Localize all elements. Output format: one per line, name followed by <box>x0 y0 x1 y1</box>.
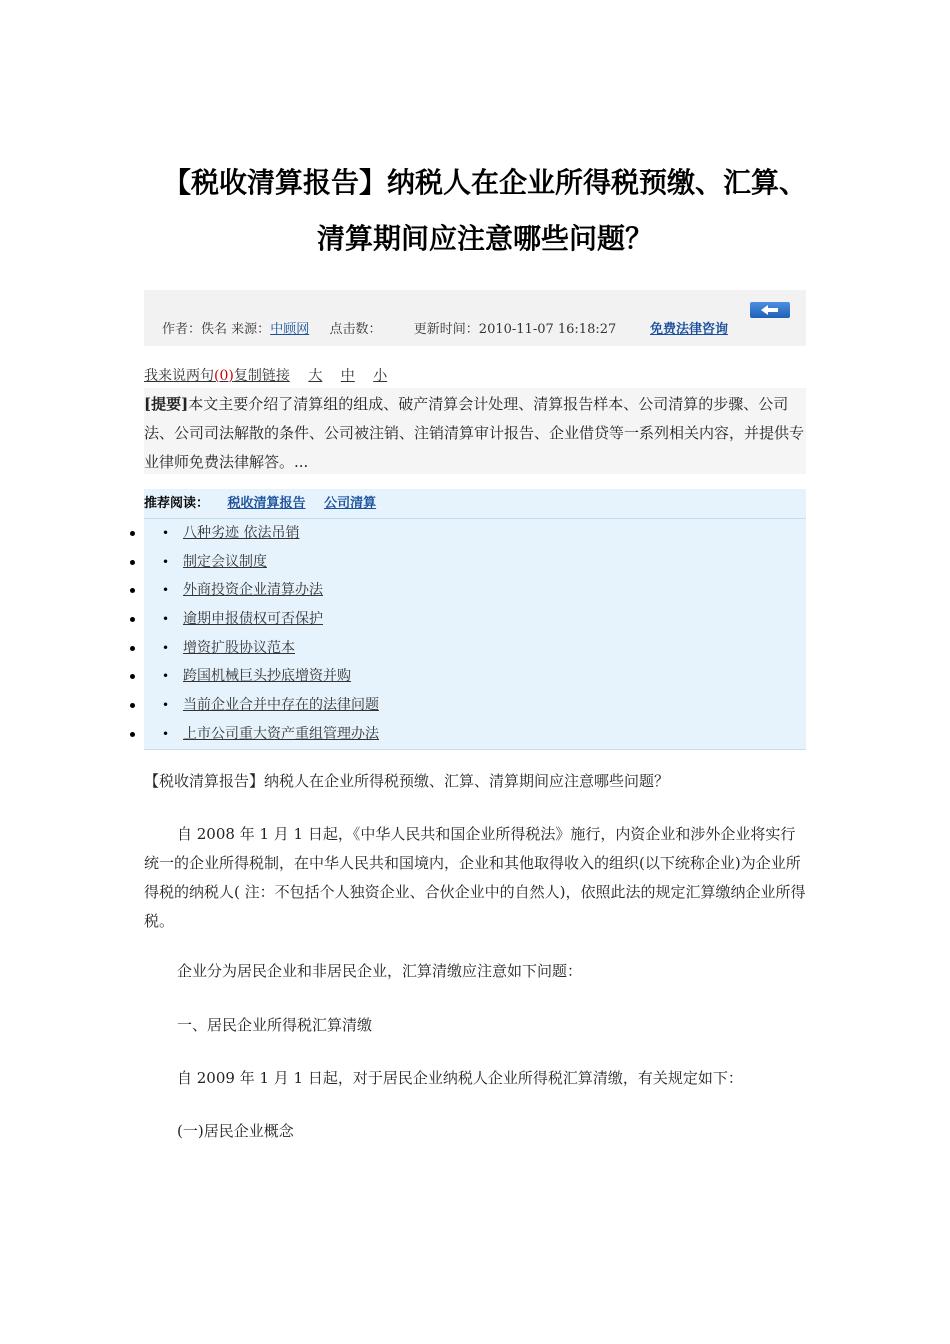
body-paragraph: (一)居民企业概念 <box>177 1122 294 1140</box>
article-meta-bar <box>144 290 806 346</box>
body-paragraph: 一、居民企业所得税汇算清缴 <box>177 1016 373 1034</box>
author-label: 作者： <box>162 322 202 337</box>
recommended-link[interactable]: 当前企业合并中存在的法律问题 <box>183 697 379 714</box>
body-paragraph: 自 2008 年 1 月 1 日起，《中华人民共和国企业所得税法》施行，内资企业和涉外企业将实行统一的企业所得税制，在中华人民共和国境内，企业和其他取得收入的组织(以下统称企业)为企业所得税的纳税人( 注：不包括个人独资企业、合伙企业中的自然人)，依照此法的规定汇算缴纳企业所得税。 <box>144 825 806 930</box>
clicks-label: 点击数： <box>329 322 382 337</box>
article-title <box>150 155 820 267</box>
recommended-link[interactable]: 跨国机械巨头抄底增资并购 <box>183 668 351 685</box>
bullet-icon <box>130 588 135 593</box>
updated-label: 更新时间： <box>413 322 479 337</box>
recommended-keyword[interactable]: 税收清算报告 <box>227 496 306 511</box>
recommended-keyword[interactable]: 公司清算 <box>324 496 377 511</box>
recommended-link[interactable]: 增资扩股协议范本 <box>183 639 295 656</box>
bullet-icon <box>130 732 135 737</box>
bullet-icon <box>130 531 135 536</box>
back-button[interactable] <box>750 302 790 318</box>
bullet-glyph: • <box>162 726 170 741</box>
bullet-glyph: • <box>162 698 170 713</box>
recommended-link[interactable]: 外商投资企业清算办法 <box>183 582 323 599</box>
bullet-icon <box>130 646 135 651</box>
summary-tag: [提要] <box>144 395 189 413</box>
recommended-link[interactable]: 上市公司重大资产重组管理办法 <box>183 725 379 742</box>
comment-count-open: ( <box>214 368 220 384</box>
bullet-icon <box>130 560 135 565</box>
article-tools <box>144 365 387 385</box>
bullet-icon <box>130 617 135 622</box>
bullet-icon <box>130 703 135 708</box>
bullet-glyph: • <box>162 583 170 598</box>
list-item <box>144 634 806 663</box>
recommended-link[interactable]: 八种劣迹 依法吊销 <box>183 525 300 541</box>
comment-count-close: ) <box>228 368 234 384</box>
summary-text: 本文主要介绍了清算组的组成、破产清算会计处理、清算报告样本、公司清算的步骤、公司法、公司司法解散的条件、公司被注销、注销清算审计报告、企业借贷等一系列相关内容，并提供专业律师免费法律解答。... <box>144 395 805 471</box>
recommended-link[interactable]: 制定会议制度 <box>183 553 267 570</box>
title-line-2: 清算期间应注意哪些问题？ <box>316 222 653 255</box>
title-line-1: 【税收清算报告】纳税人在企业所得税预缴、汇算、 <box>162 166 807 199</box>
body-paragraph: 企业分为居民企业和非居民企业，汇算清缴应注意如下问题： <box>177 962 583 980</box>
updated-value: 2010-11-07 16:18:27 <box>478 322 617 337</box>
bullet-icon <box>130 674 135 679</box>
list-item <box>144 576 806 605</box>
author-value: 佚名 <box>201 322 228 337</box>
free-legal-consult-link[interactable]: 免费法律咨询 <box>650 322 729 337</box>
meta-line <box>162 318 616 337</box>
article-summary <box>144 388 806 474</box>
bullet-glyph: • <box>162 526 170 540</box>
list-item <box>144 519 806 548</box>
list-item <box>144 662 806 691</box>
font-size-small[interactable]: 小 <box>373 368 388 384</box>
bullet-glyph: • <box>162 640 170 655</box>
bullet-glyph: • <box>162 669 170 684</box>
font-size-large[interactable]: 大 <box>308 368 323 384</box>
recommended-label: 推荐阅读： <box>144 496 210 511</box>
recommended-reading <box>144 489 806 750</box>
comment-count: 0 <box>219 368 229 384</box>
comment-label: 我来说两句 <box>144 368 214 384</box>
copy-link-button[interactable]: 复制链接 <box>233 368 290 384</box>
bullet-glyph: • <box>162 554 170 569</box>
list-item <box>144 720 806 749</box>
font-size-medium[interactable]: 中 <box>340 368 355 384</box>
comment-link[interactable] <box>144 368 234 384</box>
body-repeat-title: 【税收清算报告】纳税人在企业所得税预缴、汇算、清算期间应注意哪些问题？ <box>144 772 670 790</box>
list-item <box>144 548 806 577</box>
body-paragraph: 自 2009 年 1 月 1 日起，对于居民企业纳税人企业所得税汇算清缴，有关规定如下： <box>177 1069 743 1087</box>
recommended-list <box>144 519 806 749</box>
list-item <box>144 605 806 634</box>
bullet-glyph: • <box>162 612 170 627</box>
list-item <box>144 691 806 720</box>
source-link[interactable]: 中顾网 <box>270 322 310 337</box>
recommended-link[interactable]: 逾期申报债权可否保护 <box>183 611 323 628</box>
recommended-header <box>144 489 806 519</box>
back-arrow-icon <box>759 304 781 316</box>
source-label: 来源： <box>231 322 271 337</box>
